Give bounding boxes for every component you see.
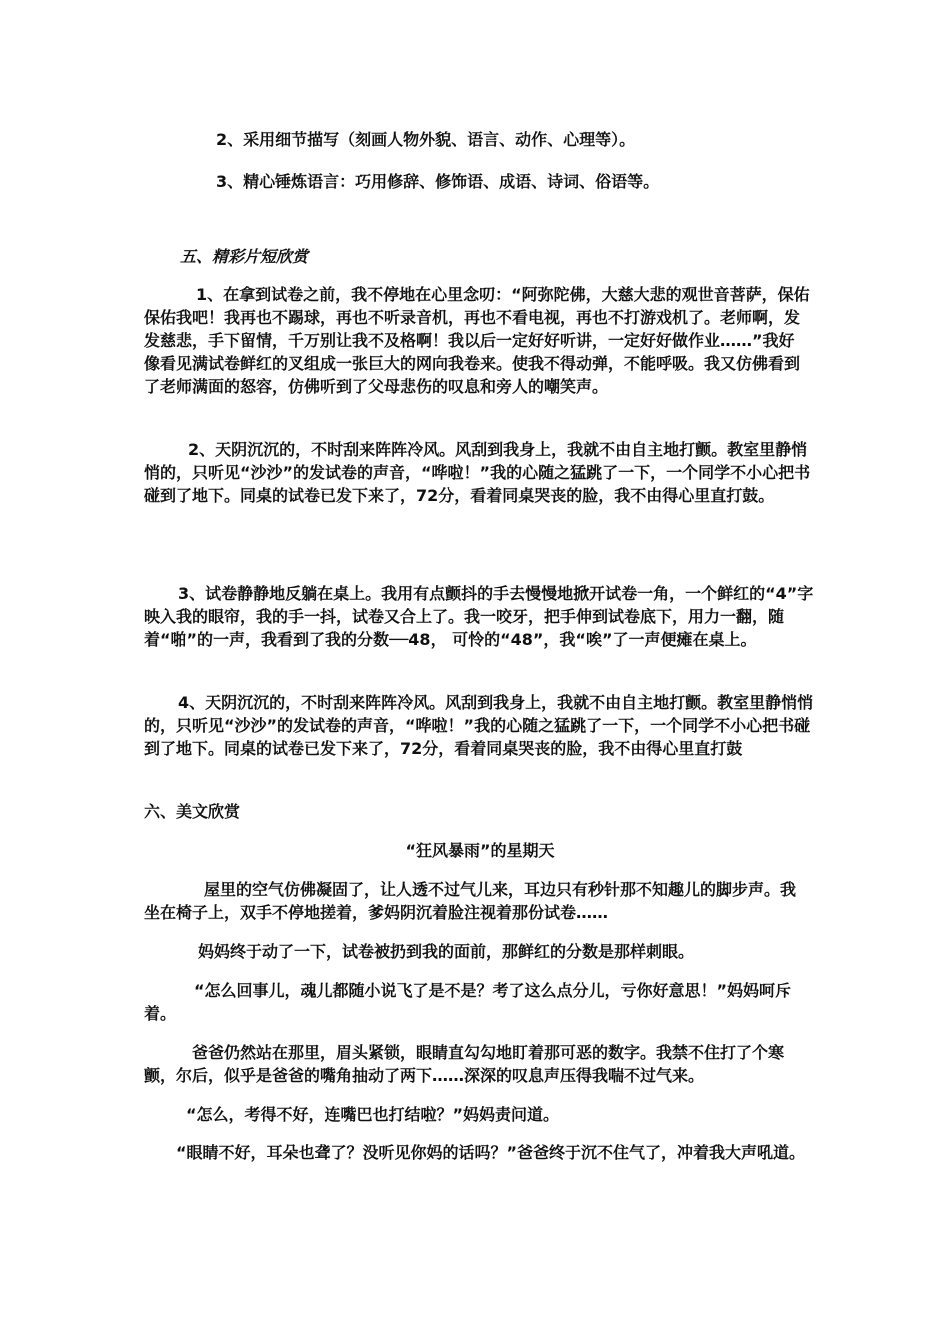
essay-paragraph-4: 爸爸仍然站在那里，眉头紧锁，眼睛直勾勾地盯着那可恶的数字。我禁不住打了个寒颤，尔后，似乎是爸爸的嘴角抽动了两下……深深的叹息声压得我喘不过气来。 <box>144 1043 785 1085</box>
essay-paragraph-2: 妈妈终于动了一下，试卷被扔到我的面前，那鲜红的分数是那样刺眼。 <box>198 942 695 961</box>
essay-paragraph-6: “眼睛不好，耳朵也聋了？没听见你妈的话吗？”爸爸终于沉不住气了，冲着我大声吼道。 <box>176 1143 806 1162</box>
excerpt-3: 3、试卷静静地反躺在桌上。我用有点颤抖的手去慢慢地掀开试卷一角，一个鲜红的“4”字映入我的眼帘，我的手一抖，试卷又合上了。我一咬牙，把手伸到试卷底下，用力一翻，随着“啪”的一声，我看到了我的分数──48， 可怜的“48”，我“唉”了一声便瘫在桌上。 <box>144 584 814 649</box>
excerpt-1: 1、在拿到试卷之前，我不停地在心里念叨：“阿弥陀佛，大慈大悲的观世音菩萨，保佑保佑我吧！我再也不踢球，再也不听录音机，再也不看电视，再也不打游戏机了。老师啊，发发慈悲，手下留情，千万别让我不及格啊！我以后一定好好听讲，一定好好做作业……”我好像看见满试卷鲜红的叉组成一张巨大的网向我卷来。使我不得动弹，不能呼吸。我又仿佛看到了老师满面的怒容，仿佛听到了父母悲伤的叹息和旁人的嘲笑声。 <box>144 285 810 396</box>
essay-paragraph-1: 屋里的空气仿佛凝固了，让人透不过气儿来，耳边只有秒针那不知趣儿的脚步声。我坐在椅子上，双手不停地搓着，爹妈阴沉着脸注视着那份试卷…… <box>144 880 797 922</box>
excerpt-2: 2、天阴沉沉的，不时刮来阵阵冷风。风刮到我身上，我就不由自主地打颤。教室里静悄悄的，只听见“沙沙”的发试卷的声音，“哗啦！”我的心随之猛跳了一下，一个同学不小心把书碰到了地下。同桌的试卷已发下来了，72分，看着同桌哭丧的脸，我不由得心里直打鼓。 <box>144 440 811 505</box>
essay-paragraph-3: “怎么回事儿，魂儿都随小说飞了是不是？考了这么点分儿，亏你好意思！”妈妈呵斥着。 <box>144 981 792 1023</box>
essay-title: “狂风暴雨”的星期天 <box>405 841 555 860</box>
essay-paragraph-5: “怎么，考得不好，连嘴巴也打结啦？”妈妈责问道。 <box>186 1105 560 1124</box>
excerpt-4: 4、天阴沉沉的，不时刮来阵阵冷风。风刮到我身上，我就不由自主地打颤。教室里静悄悄的，只听见“沙沙”的发试卷的声音，“哗啦！”我的心随之猛跳了一下，一个同学不小心把书碰到了地下。同桌的试卷已发下来了，72分，看着同桌哭丧的脸，我不由得心里直打鼓 <box>144 693 814 758</box>
section-5-heading: 五、精彩片短欣赏 <box>180 247 309 266</box>
list-item-2: 2、采用细节描写（刻画人物外貌、语言、动作、心理等）。 <box>216 130 636 149</box>
section-6-heading: 六、美文欣赏 <box>144 802 241 821</box>
list-item-3: 3、精心锤炼语言：巧用修辞、修饰语、成语、诗词、俗语等。 <box>216 172 660 191</box>
